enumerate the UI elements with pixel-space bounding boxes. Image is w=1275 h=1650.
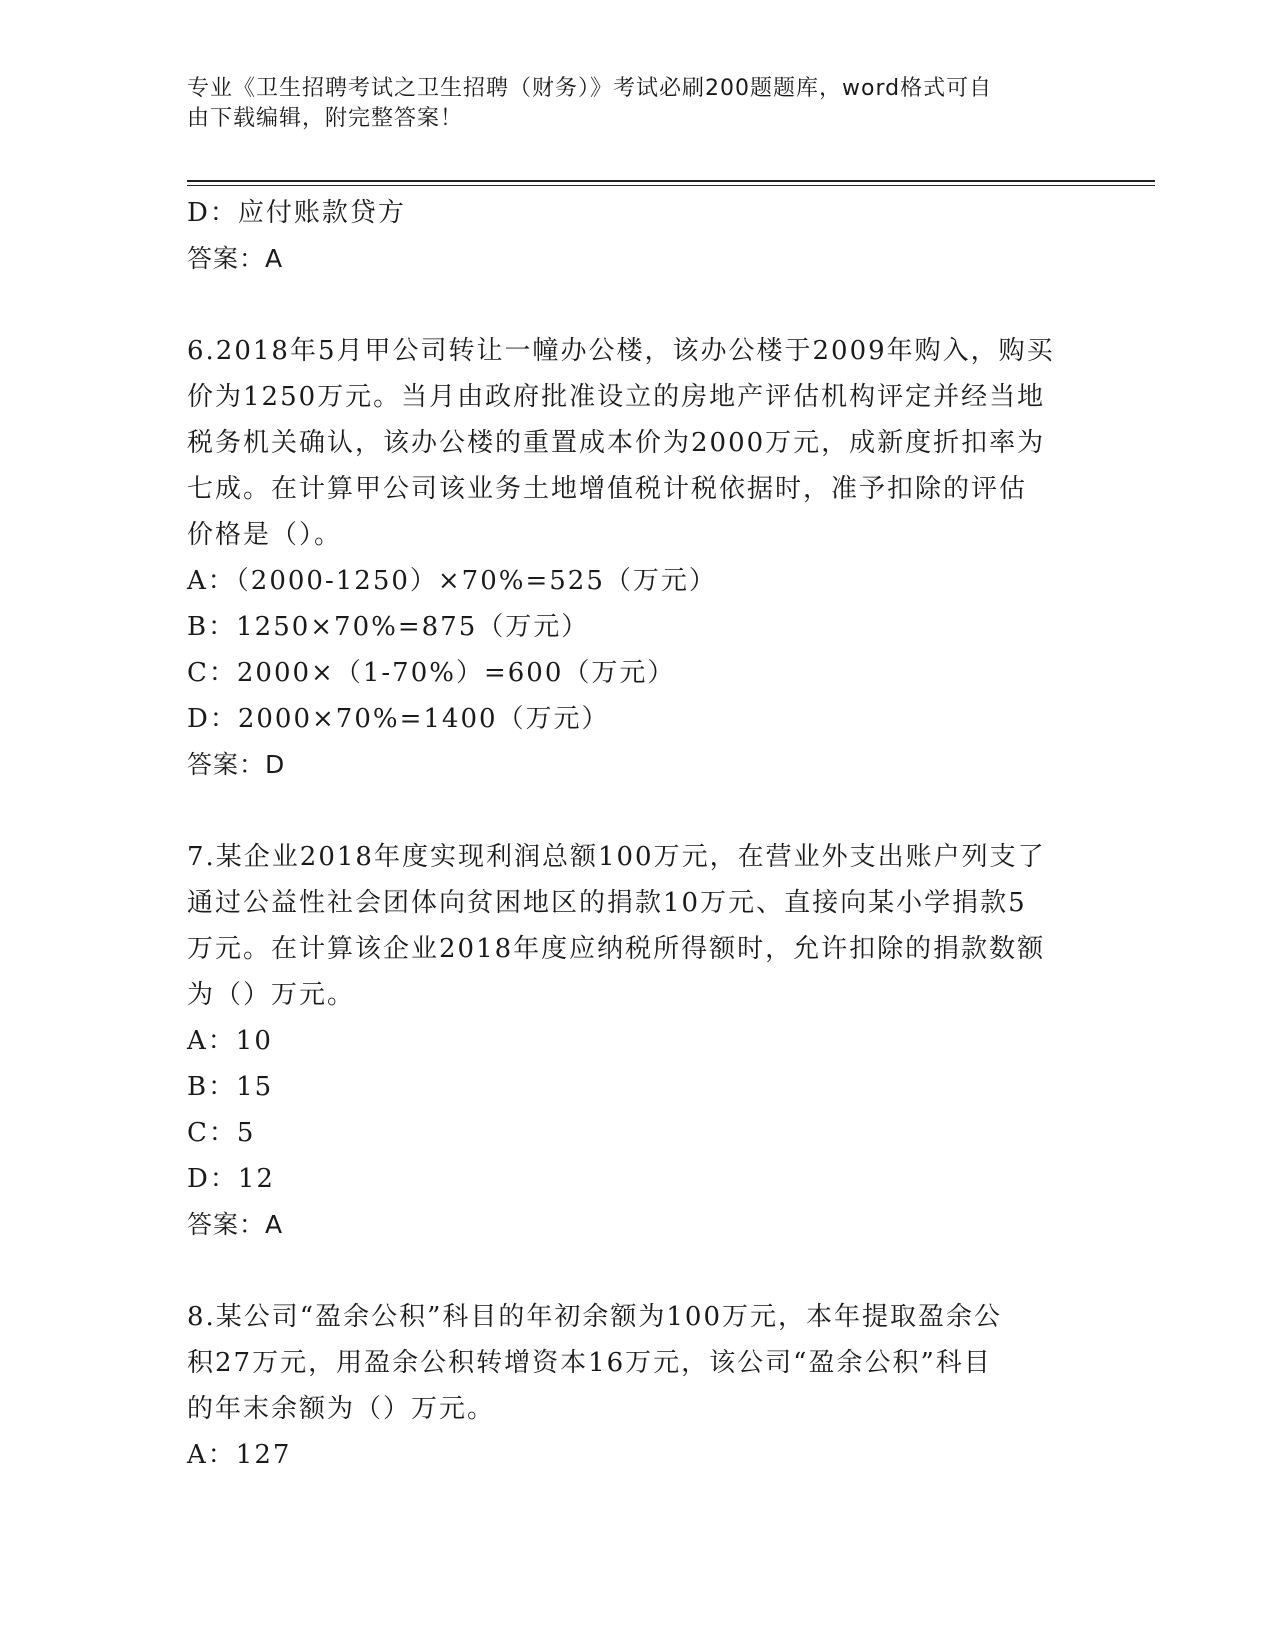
answer: 答案：D (187, 750, 286, 779)
question-text-line: 8.某公司“盈余公积”科目的年初余额为100万元，本年提取盈余公 (187, 1302, 1003, 1332)
question-text-line: 万元。在计算该企业2018年度应纳税所得额时，允许扣除的捐款数额 (187, 934, 1046, 964)
option-b: B：15 (187, 1072, 274, 1102)
header-rule-thick (187, 180, 1155, 182)
answer: 答案：A (187, 244, 284, 273)
option-a: A：10 (187, 1026, 273, 1056)
document-body (187, 190, 1077, 1478)
option-c: C：5 (187, 1118, 256, 1148)
option-a: A：127 (187, 1440, 292, 1470)
document-header (187, 74, 1067, 134)
question-text-line: 通过公益性社会团体向贫困地区的捐款10万元、直接向某小学捐款5 (187, 888, 1027, 918)
question-text-line: 6.2018年5月甲公司转让一幢办公楼，该办公楼于2009年购入，购买 (187, 336, 1055, 366)
question-text-line: 价格是（）。 (187, 520, 343, 550)
answer: 答案：A (187, 1210, 284, 1239)
header-line-1: 专业《卫生招聘考试之卫生招聘（财务）》考试必刷200题题库，word格式可自 (187, 76, 993, 101)
question-text-line: 的年末余额为（）万元。 (187, 1394, 496, 1424)
question-6 (187, 328, 1077, 788)
spacer (187, 788, 1077, 834)
question-text-line: 七成。在计算甲公司该业务土地增值税计税依据时，准予扣除的评估 (187, 474, 1028, 504)
option-c: C：2000×（1-70%）=600（万元） (187, 658, 676, 688)
header-rule-thin (187, 185, 1155, 186)
question-text-line: 价为1250万元。当月由政府批准设立的房地产评估机构评定并经当地 (187, 382, 1046, 412)
previous-question-tail (187, 190, 1077, 282)
header-line-2: 由下载编辑，附完整答案！ (187, 106, 464, 131)
option-a: A：（2000-1250）×70%=525（万元） (187, 566, 717, 596)
question-text-line: 为（）万元。 (187, 980, 356, 1010)
option-d: D：应付账款贷方 (187, 198, 406, 228)
spacer (187, 282, 1077, 328)
question-text-line: 积27万元，用盈余公积转增资本16万元，该公司“盈余公积”科目 (187, 1348, 992, 1378)
question-8 (187, 1294, 1077, 1478)
spacer (187, 1248, 1077, 1294)
option-d: D：2000×70%=1400（万元） (187, 704, 610, 734)
question-text-line: 税务机关确认，该办公楼的重置成本价为2000万元，成新度折扣率为 (187, 428, 1046, 458)
option-d: D：12 (187, 1164, 275, 1194)
question-text-line: 7.某企业2018年度实现利润总额100万元，在营业外支出账户列支了 (187, 842, 1046, 872)
option-b: B：1250×70%=875（万元） (187, 612, 590, 642)
question-7 (187, 834, 1077, 1248)
